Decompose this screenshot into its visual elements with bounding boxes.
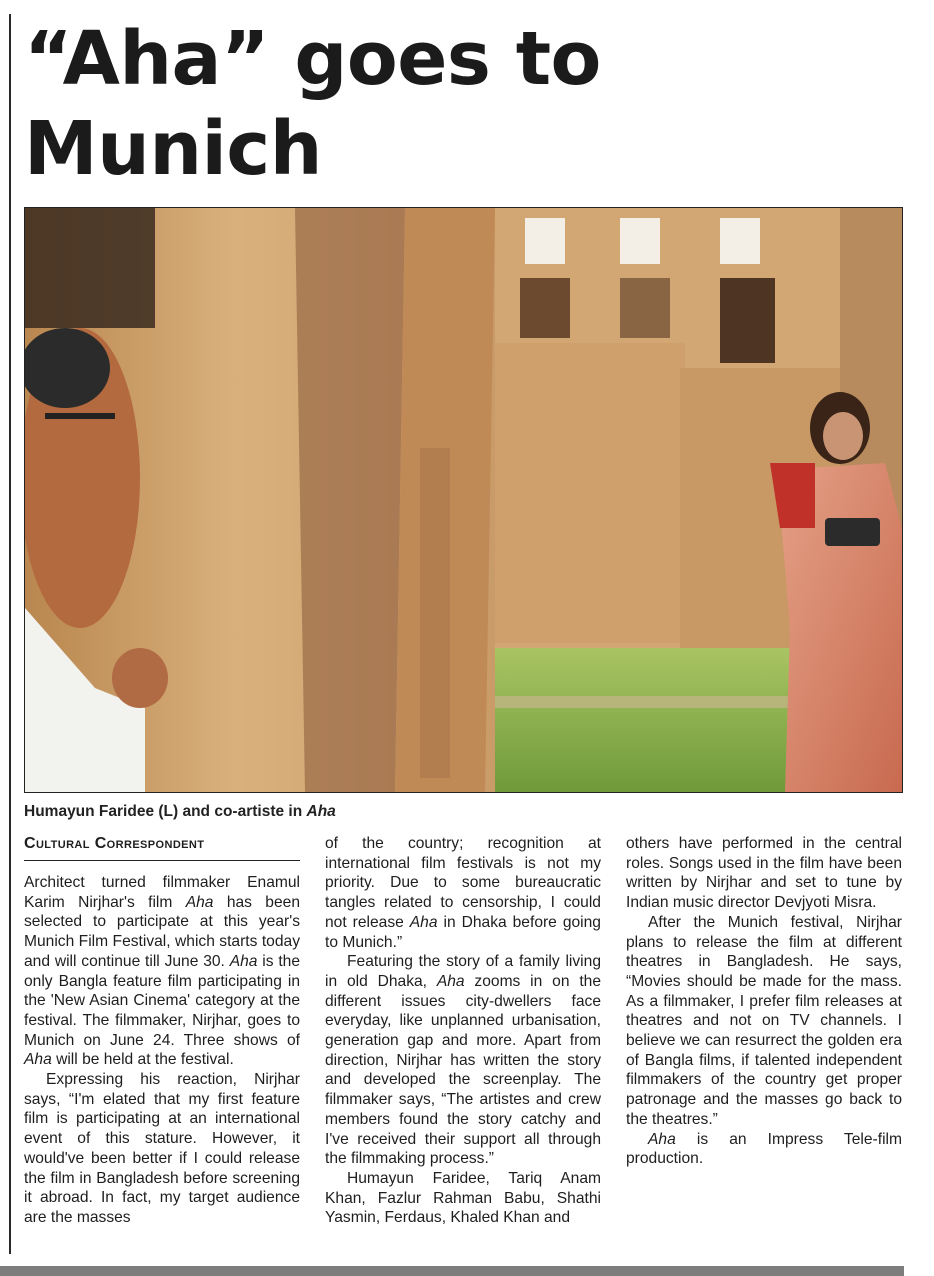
film-still-photo (24, 207, 903, 793)
article-column-1 (24, 834, 300, 1228)
article-paragraph-1: Architect turned filmmaker Enamul Karim Nirjhar's film Aha has been selected to participate at this year's Munich Film Festival, which starts today and will continue till June 30. Aha is the only Bangla feature film participating in the 'New Asian Cinema' category at the festival. The filmmaker, Nirjhar, goes to Munich on June 24. Three shows of Aha will be held at the festival. (24, 874, 301, 1069)
article-paragraph-5: After the Munich festival, Nirjhar plans to release the film at different theatres in Bangladesh. He says, “Movies should be made for the mass. As a filmmaker, I prefer film releases at theatres and not on TV channels. I believe we can resurrect the golden era of Bangla films, if talented independent filmmakers of the country get proper patronage and the masses go back to the theatres.” (626, 913, 902, 1128)
article-column-3 (626, 834, 902, 1169)
article-paragraph-4-end: others have performed in the central roles. Songs used in the film have been written by Nirjhar and set to tune by Indian music director Devjyoti Misra. (626, 835, 902, 912)
byline: Cultural Correspondent (24, 834, 300, 861)
article-paragraph-2-end: of the country; recognition at international film festivals is not my priority. Due to some bureaucratic tangles related to censorship, I could not release Aha in Dhaka before going to Munich.” (325, 835, 601, 951)
left-column-rule (9, 14, 11, 1254)
caption-text: Humayun Faridee (L) and co-artiste in (24, 803, 307, 820)
headline-line-1: “Aha” goes to Munich (24, 16, 601, 192)
article-paragraph-6: Aha is an Impress Tele-film production. (626, 1130, 902, 1168)
article-column-2 (325, 834, 601, 1228)
article-paragraph-2-start: Expressing his reaction, Nirjhar says, “I'm elated that my first feature film is participating at an international event of this stature. However, it would've been better if I could release the film in Bangladesh before screening it abroad. In fact, my target audience are the masses (24, 1071, 300, 1226)
caption-film-title: Aha (306, 803, 336, 820)
article-paragraph-4-start: Humayun Faridee, Tariq Anam Khan, Fazlur Rahman Babu, Shathi Yasmin, Ferdaus, Khaled Khan and (325, 1169, 601, 1227)
photo-caption (24, 803, 336, 821)
article-paragraph-3: Featuring the story of a family living in old Dhaka, Aha zooms in on the different issues city-dwellers face everyday, like unplanned urbanisation, generation gap and more. Apart from direction, Nirjhar has written the story and developed the screenplay. The filmmaker says, “The artistes and crew members found the story catchy and I've received their support all through the filmmaking process.” (325, 953, 601, 1168)
bottom-bar (0, 1266, 904, 1276)
